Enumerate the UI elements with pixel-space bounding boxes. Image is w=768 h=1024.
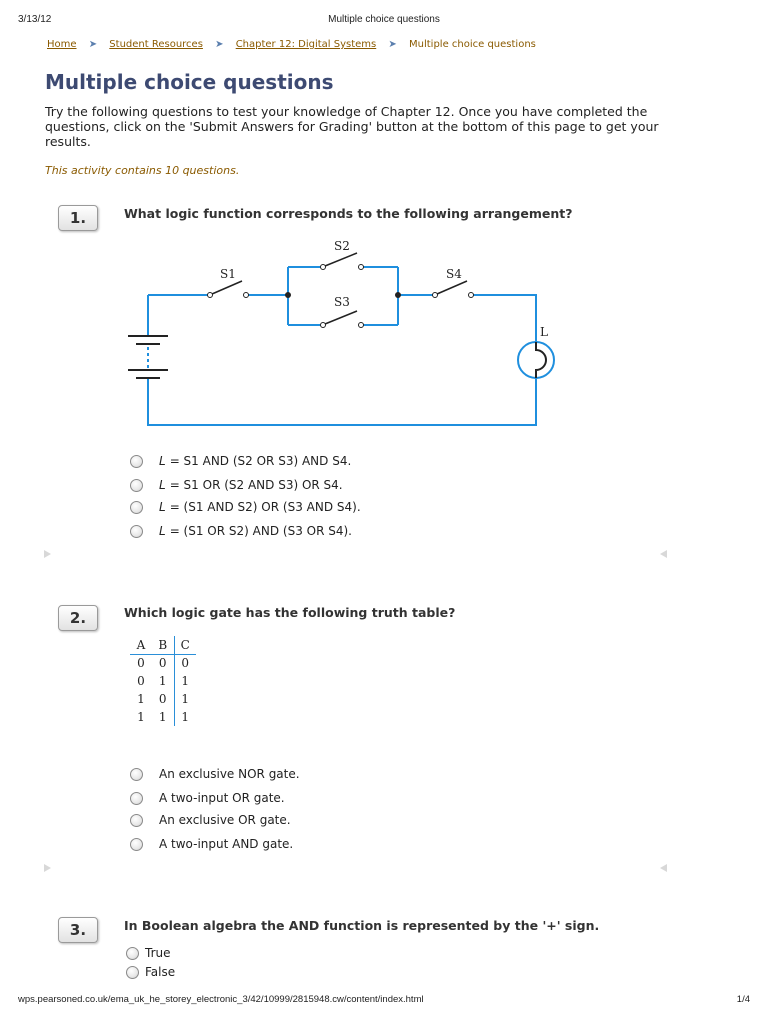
question-2-option-1[interactable] — [130, 766, 300, 782]
option-label: = (S1 AND S2) OR (S3 AND S4). — [169, 500, 361, 514]
truth-header: A — [130, 636, 152, 654]
truth-table — [130, 636, 196, 726]
switch-s3-icon — [321, 311, 364, 328]
breadcrumb-arrow-icon: ➤ — [88, 39, 98, 50]
option-label: An exclusive OR gate. — [159, 813, 291, 827]
corner-marker-icon — [44, 550, 51, 558]
question-3-text: In Boolean algebra the AND function is represented by the '+' sign. — [124, 918, 600, 933]
option-label: An exclusive NOR gate. — [159, 767, 300, 781]
breadcrumb-current: Multiple choice questions — [409, 39, 536, 50]
truth-cell: 0 — [137, 674, 145, 688]
question-1-option-3[interactable]: L = (S1 AND S2) OR (S3 AND S4). — [130, 499, 361, 515]
radio-button[interactable] — [130, 768, 143, 781]
question-2-number: 2. — [58, 605, 98, 631]
truth-header: C — [174, 636, 196, 654]
label-s2: S2 — [334, 239, 350, 253]
print-date: 3/13/12 — [18, 14, 52, 25]
circuit-wire — [473, 295, 536, 342]
radio-button[interactable] — [130, 479, 143, 492]
question-3-option-true[interactable] — [126, 945, 171, 961]
radio-button[interactable] — [126, 966, 139, 979]
page-title: Multiple choice questions — [45, 70, 334, 94]
question-1-option-4[interactable]: L = (S1 OR S2) AND (S3 OR S4). — [130, 523, 352, 539]
question-1-text: What logic function corresponds to the following arrangement? — [124, 206, 573, 221]
lamp-icon — [518, 342, 554, 378]
truth-cell: 0 — [158, 656, 167, 671]
corner-marker-icon — [660, 550, 667, 558]
question-2-option-3[interactable] — [130, 812, 291, 828]
question-1-option-2[interactable]: L = S1 OR (S2 AND S3) OR S4. — [130, 477, 343, 493]
intro-text: Try the following questions to test your knowledge of Chapter 12. Once you have completed the questions, click on the 'Submit Answers for Grading' button at the bottom of this page to get your results. — [45, 104, 659, 149]
radio-button[interactable] — [130, 455, 143, 468]
switch-s2-icon — [321, 253, 364, 270]
option-label: False — [145, 965, 176, 979]
breadcrumb-home-link[interactable]: Home — [47, 39, 77, 50]
question-2-text: Which logic gate has the following truth table? — [124, 605, 456, 620]
junction-dot — [395, 292, 401, 298]
truth-cell: 1 — [158, 710, 167, 724]
truth-cell: 0 — [174, 654, 196, 672]
truth-cell: 1 — [158, 674, 167, 688]
option-label: = (S1 OR S2) AND (S3 OR S4). — [169, 524, 352, 538]
label-s4: S4 — [446, 267, 462, 281]
print-footer — [18, 994, 750, 1008]
print-url: wps.pearsoned.co.uk/ema_uk_he_storey_electronic_3/42/10999/2815948.cw/content/index.html — [18, 994, 424, 1005]
label-lamp: L — [540, 325, 548, 339]
junction-dot — [285, 292, 291, 298]
question-2-option-2[interactable] — [130, 790, 285, 806]
radio-button[interactable] — [130, 501, 143, 514]
breadcrumb-chapter-link[interactable]: Chapter 12: Digital Systems — [235, 39, 377, 50]
truth-cell: 1 — [174, 708, 196, 726]
option-label: A two-input AND gate. — [159, 837, 294, 851]
radio-button[interactable] — [130, 792, 143, 805]
truth-cell: 1 — [137, 710, 145, 724]
truth-cell: 0 — [158, 692, 167, 706]
corner-marker-icon — [660, 864, 667, 872]
print-title: Multiple choice questions — [328, 14, 440, 25]
question-1-number: 1. — [58, 205, 98, 231]
option-label: True — [145, 946, 171, 960]
breadcrumb-arrow-icon: ➤ — [215, 39, 224, 50]
breadcrumb-arrow-icon: ➤ — [388, 39, 397, 50]
radio-button[interactable] — [126, 947, 139, 960]
question-3-option-false[interactable] — [126, 964, 175, 980]
circuit-wire — [148, 377, 536, 425]
option-label: = S1 AND (S2 OR S3) AND S4. — [169, 454, 352, 468]
label-s1: S1 — [220, 267, 236, 281]
switch-s1-icon — [208, 281, 249, 298]
option-label: = S1 OR (S2 AND S3) OR S4. — [169, 478, 343, 492]
radio-button[interactable] — [130, 838, 143, 851]
truth-cell: 0 — [137, 656, 145, 671]
truth-header: B — [152, 636, 174, 654]
radio-button[interactable] — [130, 814, 143, 827]
truth-cell: 1 — [174, 690, 196, 708]
truth-cell: 1 — [137, 692, 145, 706]
radio-button[interactable] — [130, 525, 143, 538]
question-2-option-4[interactable] — [130, 836, 293, 852]
question-3-number: 3. — [58, 917, 98, 943]
label-s3: S3 — [334, 295, 350, 309]
switch-s4-icon — [433, 281, 474, 298]
breadcrumb — [47, 39, 536, 50]
breadcrumb-student-resources-link[interactable]: Student Resources — [109, 39, 203, 50]
print-page-number: 1/4 — [736, 994, 750, 1005]
question-1-option-1[interactable]: L = S1 AND (S2 OR S3) AND S4. — [130, 453, 351, 469]
activity-note: This activity contains 10 questions. — [45, 164, 240, 177]
option-label: A two-input OR gate. — [159, 791, 285, 805]
circuit-diagram — [118, 232, 568, 437]
truth-cell: 1 — [174, 672, 196, 690]
battery-icon — [128, 336, 168, 378]
print-header — [18, 14, 750, 28]
corner-marker-icon — [44, 864, 51, 872]
